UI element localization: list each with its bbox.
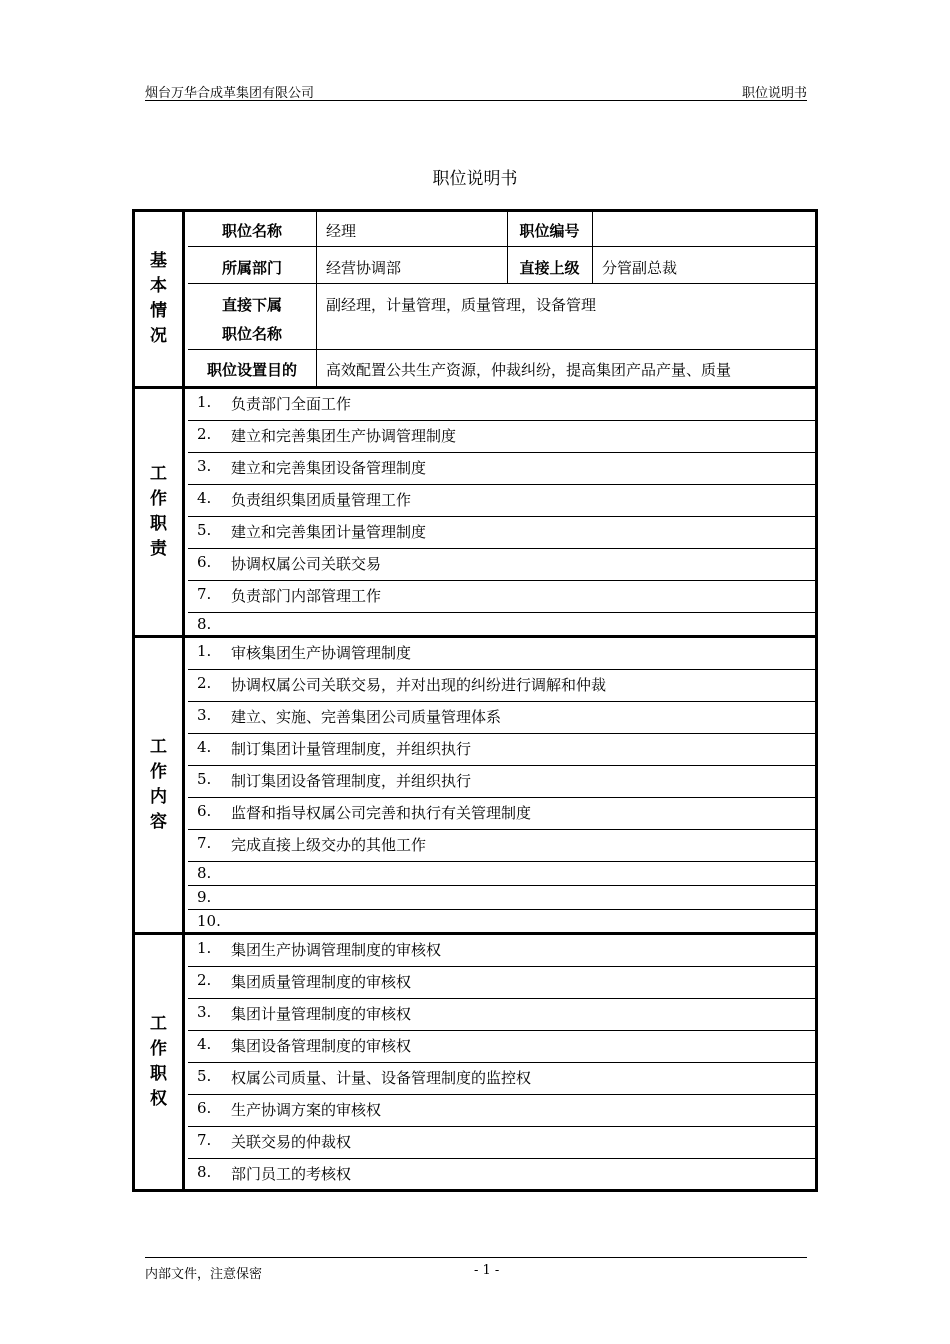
list-item: 4. 制订集团计量管理制度，并组织执行: [188, 734, 815, 766]
duties-section-label: 工作职责: [135, 389, 185, 635]
page-header: [145, 82, 807, 101]
duties-section: [135, 389, 815, 635]
purpose-value: 高效配置公共生产资源，仲裁纠纷，提高集团产品产量、质量: [326, 361, 732, 379]
page-number: - 1 -: [474, 1263, 500, 1278]
confidential-note: 内部文件，注意保密: [145, 1267, 263, 1282]
list-item: 4. 负责组织集团质量管理工作: [188, 485, 815, 517]
list-item: 6. 生产协调方案的审核权: [188, 1095, 815, 1127]
department-value: 经营协调部: [326, 259, 402, 277]
list-item: 5. 建立和完善集团计量管理制度: [188, 517, 815, 549]
basic-info-grid: [188, 212, 815, 386]
list-item: 3. 建立、实施、完善集团公司质量管理体系: [188, 702, 815, 734]
superior-label: 直接上级: [519, 259, 580, 277]
list-item: 7. 完成直接上级交办的其他工作: [188, 830, 815, 862]
list-item: 7. 负责部门内部管理工作: [188, 581, 815, 613]
authority-list: [188, 935, 815, 1189]
basic-info-section-label: 基本情况: [135, 212, 185, 386]
document-title: 职位说明书: [432, 169, 518, 189]
subordinate-value: 副经理，计量管理，质量管理，设备管理: [326, 296, 597, 314]
footer-rule: [145, 1257, 807, 1258]
list-item: 5. 权属公司质量、计量、设备管理制度的监控权: [188, 1063, 815, 1095]
list-item: 2. 集团质量管理制度的审核权: [188, 967, 815, 999]
purpose-label: 职位设置目的: [206, 361, 297, 379]
list-item: 8.: [197, 615, 212, 633]
list-item: 3. 建立和完善集团设备管理制度: [188, 453, 815, 485]
list-item: 5. 制订集团设备管理制度，并组织执行: [188, 766, 815, 798]
job-description-form: [132, 209, 818, 1192]
list-item: 1. 审核集团生产协调管理制度: [188, 638, 815, 670]
list-item: 7. 关联交易的仲裁权: [188, 1127, 815, 1159]
duties-list: [188, 389, 815, 635]
position-code-label: 职位编号: [519, 222, 580, 240]
authority-section: [135, 935, 815, 1189]
work-content-section: [135, 638, 815, 932]
department-label: 所属部门: [221, 259, 282, 277]
header-doc-type: 职位说明书: [741, 86, 807, 101]
company-name: 烟台万华合成革集团有限公司: [145, 86, 315, 101]
list-item: 9.: [188, 886, 815, 910]
subordinate-label-line1: 直接下属: [221, 296, 282, 314]
list-item: 10.: [197, 912, 221, 930]
list-item: 1. 负责部门全面工作: [188, 389, 815, 421]
list-item: 6. 协调权属公司关联交易: [188, 549, 815, 581]
superior-value: 分管副总裁: [602, 259, 678, 277]
work-content-section-label: 工作内容: [135, 638, 185, 932]
position-name-value: 经理: [326, 222, 357, 240]
list-item: 4. 集团设备管理制度的审核权: [188, 1031, 815, 1063]
authority-section-label: 工作职权: [135, 935, 185, 1189]
basic-info-section: [135, 212, 815, 386]
list-item: 1. 集团生产协调管理制度的审核权: [188, 935, 815, 967]
list-item: 8. 部门员工的考核权: [197, 1163, 352, 1183]
list-item: 2. 建立和完善集团生产协调管理制度: [188, 421, 815, 453]
work-content-list: [188, 638, 815, 932]
list-item: 8.: [188, 862, 815, 886]
list-item: 2. 协调权属公司关联交易，并对出现的纠纷进行调解和仲裁: [188, 670, 815, 702]
position-name-label: 职位名称: [221, 222, 282, 240]
subordinate-label-line2: 职位名称: [221, 325, 282, 343]
list-item: 6. 监督和指导权属公司完善和执行有关管理制度: [188, 798, 815, 830]
list-item: 3. 集团计量管理制度的审核权: [188, 999, 815, 1031]
